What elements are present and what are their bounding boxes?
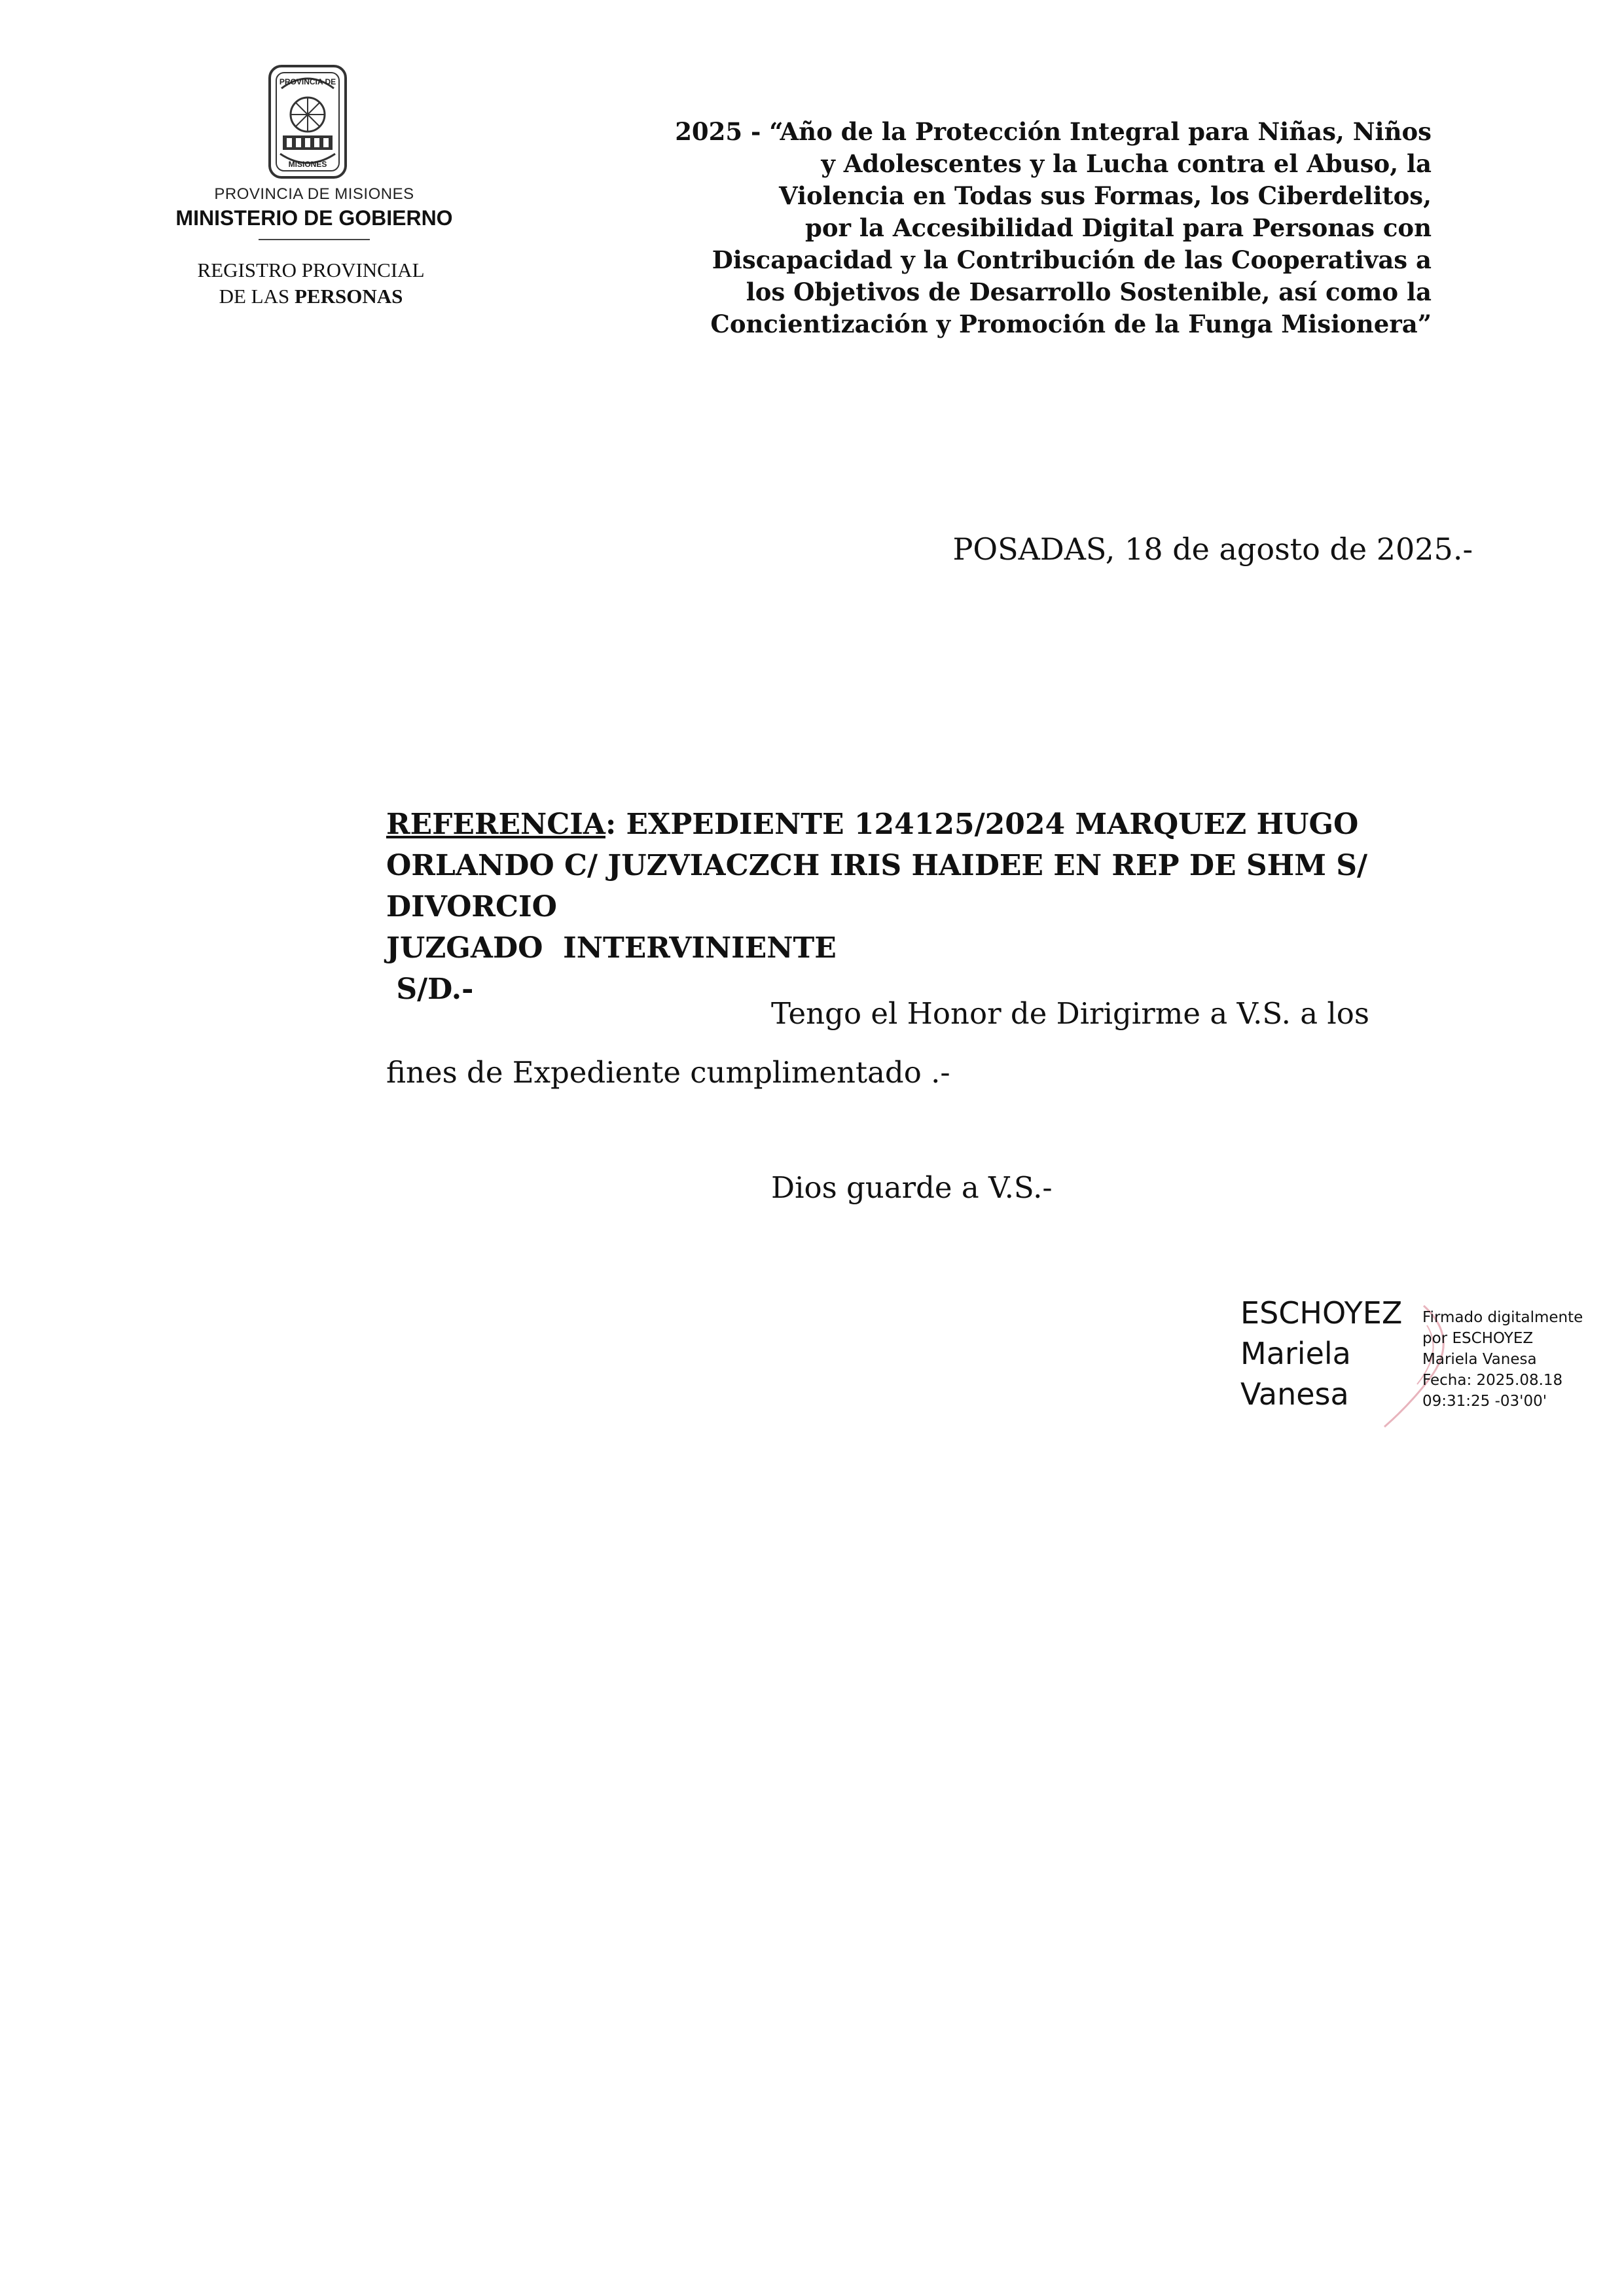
registry-line2-prefix: DE LAS: [219, 285, 295, 308]
ministry-name: MINISTERIO DE GOBIERNO: [175, 206, 453, 230]
signature-detail-line: Firmado digitalmente: [1422, 1309, 1583, 1326]
motto-line: por la Accesibilidad Digital para Personas con: [805, 213, 1432, 242]
reference-line-2: ORLANDO C/ JUZVIACZCH IRIS HAIDEE EN REP DE SHM S/: [386, 849, 1368, 882]
signature-detail-line: Fecha: 2025.08.18: [1422, 1372, 1563, 1389]
crest-text-top: PROVINCIA DE: [279, 77, 336, 86]
recipient-court: JUZGADO INTERVINIENTE: [386, 931, 837, 965]
reference-case-number: : EXPEDIENTE 124125/2024 MARQUEZ HUGO: [605, 808, 1359, 841]
closing-salutation: Dios guarde a V.S.-: [771, 1170, 1053, 1205]
signer-name-line: Mariela: [1240, 1336, 1351, 1371]
body-text-line2: fines de Expediente cumplimentado .-: [386, 1055, 950, 1090]
digital-signature: [1240, 1293, 1607, 1437]
registry-name-line1: REGISTRO PROVINCIAL: [197, 259, 425, 281]
motto-line: Discapacidad y la Contribución de las Cooperativas a: [712, 245, 1432, 274]
signer-name: [1240, 1293, 1430, 1414]
letterhead: [157, 62, 471, 324]
signer-name-line: Vanesa: [1240, 1376, 1349, 1412]
body-text-line1: Tengo el Honor de Dirigirme a V.S. a los: [771, 996, 1369, 1031]
crest-text-bottom: MISIONES: [288, 160, 327, 169]
recipient-sd: S/D.-: [386, 973, 474, 1006]
reference-line-3: DIVORCIO: [386, 890, 557, 924]
header-divider: [259, 239, 370, 240]
signer-name-line: ESCHOYEZ: [1240, 1295, 1403, 1331]
provincial-crest-icon: [255, 62, 360, 180]
date-line: POSADAS, 18 de agosto de 2025.-: [952, 531, 1473, 567]
reference-line-1: [386, 804, 1499, 845]
motto-line: Concientización y Promoción de la Funga Misionera”: [710, 310, 1432, 338]
signature-detail-line: Mariela Vanesa: [1422, 1351, 1537, 1368]
motto-line: Violencia en Todas sus Formas, los Ciberdelitos,: [778, 181, 1432, 210]
signature-detail-line: por ESCHOYEZ: [1422, 1330, 1534, 1347]
reference-label: REFERENCIA: [386, 808, 605, 841]
registry-name-line2: [157, 285, 465, 308]
province-name: PROVINCIA DE MISIONES: [214, 185, 414, 203]
motto-line: 2025 - “Año de la Protección Integral para Niñas, Niños: [675, 117, 1432, 146]
signature-details: [1422, 1307, 1612, 1412]
motto-line: y Adolescentes y la Lucha contra el Abuso, la: [821, 149, 1432, 178]
registry-line2-bold: PERSONAS: [295, 285, 403, 308]
year-motto: [628, 116, 1432, 340]
motto-line: los Objetivos de Desarrollo Sostenible, así como la: [746, 278, 1432, 306]
reference-block: [386, 804, 1499, 1010]
signature-detail-line: 09:31:25 -03'00': [1422, 1393, 1547, 1410]
